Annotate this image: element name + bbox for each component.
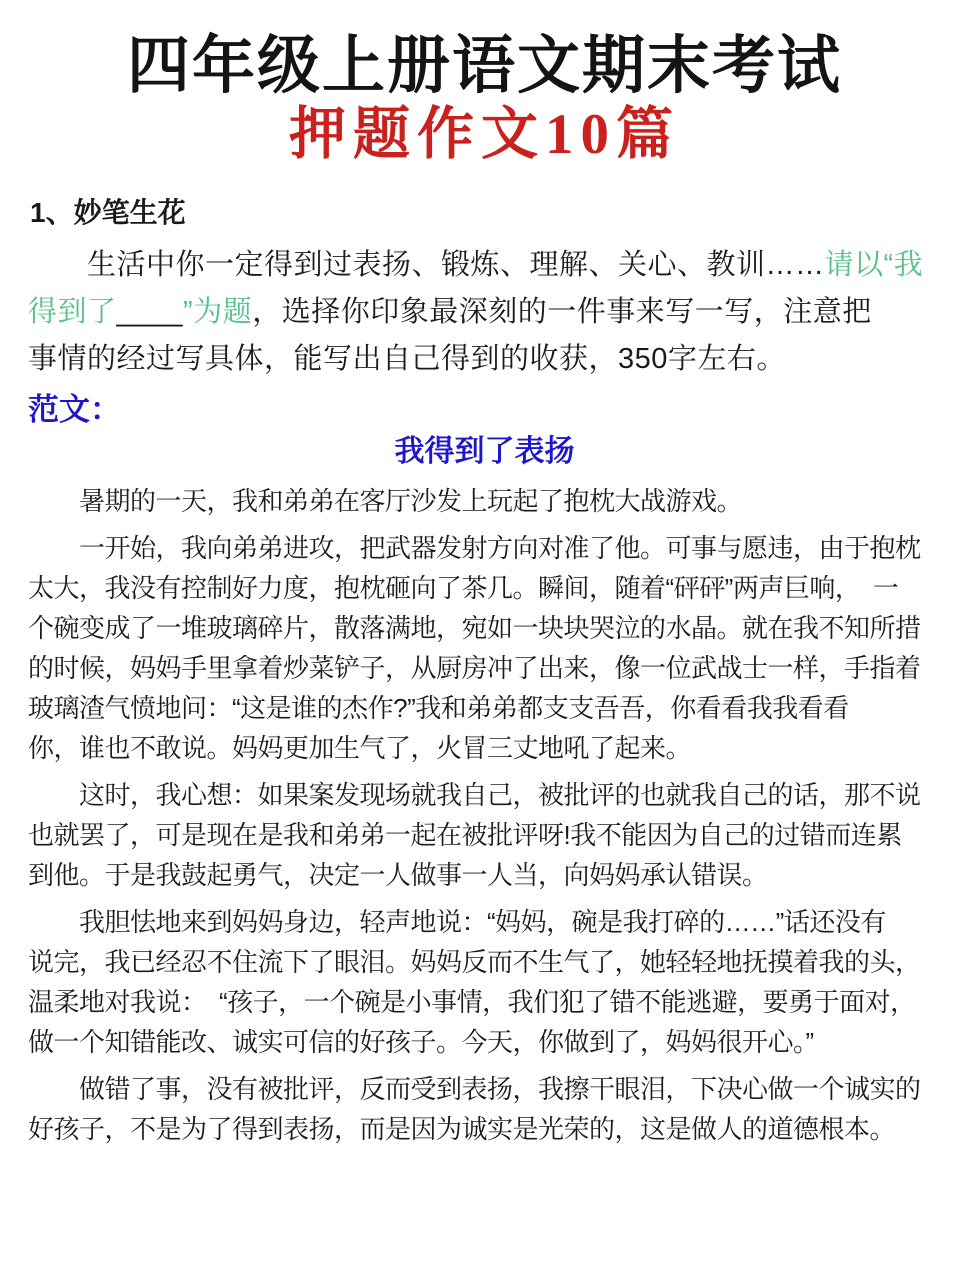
essay-line: 温柔地对我说： “孩子，一个碗是小事情，我们犯了错不能逃避，要勇于面对， — [28, 987, 916, 1017]
essay-line: 你，谁也不敢说。妈妈更加生气了，火冒三丈地吼了起来。 — [28, 733, 692, 763]
prompt-highlight-text: 请以“我 — [824, 249, 924, 281]
essay-line: 太大，我没有控制好力度，抱枕砸向了茶几。瞬间，随着“砰砰”两声巨响， 一 — [28, 573, 899, 603]
essay-line: 我胆怯地来到妈妈身边，轻声地说：“妈妈，碗是我打碎的……”话还没有 — [28, 907, 886, 937]
model-essay-title: 我得到了表扬 — [394, 435, 575, 468]
essay-line: 一开始，我向弟弟进攻，把武器发射方向对准了他。可事与愿违，由于抱枕 — [28, 533, 921, 563]
essay-paragraph — [28, 775, 949, 895]
essay-line: 也就罢了，可是现在是我和弟弟一起在被批评呀!我不能因为自己的过错而连累 — [28, 820, 902, 850]
essay-paragraph — [28, 902, 949, 1062]
prompt-highlight-text: 得到了 — [28, 296, 117, 328]
essay-paragraph — [28, 528, 949, 768]
essay-line: 这时，我心想：如果案发现场就我自己，被批评的也就我自己的话，那不说 — [28, 780, 921, 810]
essay-paragraph — [28, 481, 949, 521]
essay-line: 个碗变成了一堆玻璃碎片，散落满地，宛如一块块哭泣的水晶。就在我不知所措 — [28, 613, 921, 643]
prompt-text: ，选择你印象最深刻的一件事来写一写，注意把 — [252, 296, 872, 328]
essay-line: 到他。于是我鼓起勇气，决定一人做事一人当，向妈妈承认错误。 — [28, 860, 768, 890]
prompt-text: ____ — [116, 296, 184, 328]
prompt-line — [28, 242, 949, 289]
prompt-highlight-text: ”为题 — [183, 296, 253, 328]
prompt-line — [28, 289, 949, 336]
essay-line: 好孩子，不是为了得到表扬，而是因为诚实是光荣的，这是做人的道德根本。 — [28, 1114, 896, 1144]
essay-prompt — [28, 242, 949, 383]
prompt-line — [28, 336, 949, 383]
prompt-text: 生活中你一定得到过表扬、锻炼、理解、关心、教训…… — [28, 249, 825, 281]
page-title: 四年级上册语文期末考试 — [127, 31, 842, 101]
model-essay-body — [28, 481, 949, 1149]
essay-line: 做错了事，没有被批评，反而受到表扬，我擦干眼泪，下决心做一个诚实的 — [28, 1074, 921, 1104]
essay-line: 玻璃渣气愤地问：“这是谁的杰作?”我和弟弟都支支吾吾，你看看我我看看 — [28, 693, 849, 723]
essay-line: 做一个知错能改、诚实可信的好孩子。今天，你做到了，妈妈很开心。” — [28, 1027, 814, 1057]
essay-line: 暑期的一天，我和弟弟在客厅沙发上玩起了抱枕大战游戏。 — [28, 486, 743, 516]
section-heading: 1、妙笔生花 — [30, 197, 186, 228]
prompt-text: 事情的经过写具体，能写出自己得到的收获，350字左右。 — [28, 343, 786, 375]
essay-paragraph — [28, 1069, 949, 1149]
page-subtitle: 押题作文10篇 — [289, 103, 680, 166]
essay-line: 说完，我已经忍不住流下了眼泪。妈妈反而不生气了，她轻轻地抚摸着我的头， — [28, 947, 921, 977]
model-essay-label: 范文： — [28, 392, 121, 427]
essay-line: 的时候，妈妈手里拿着炒菜铲子，从厨房冲了出来，像一位武战士一样，手指着 — [28, 653, 921, 683]
